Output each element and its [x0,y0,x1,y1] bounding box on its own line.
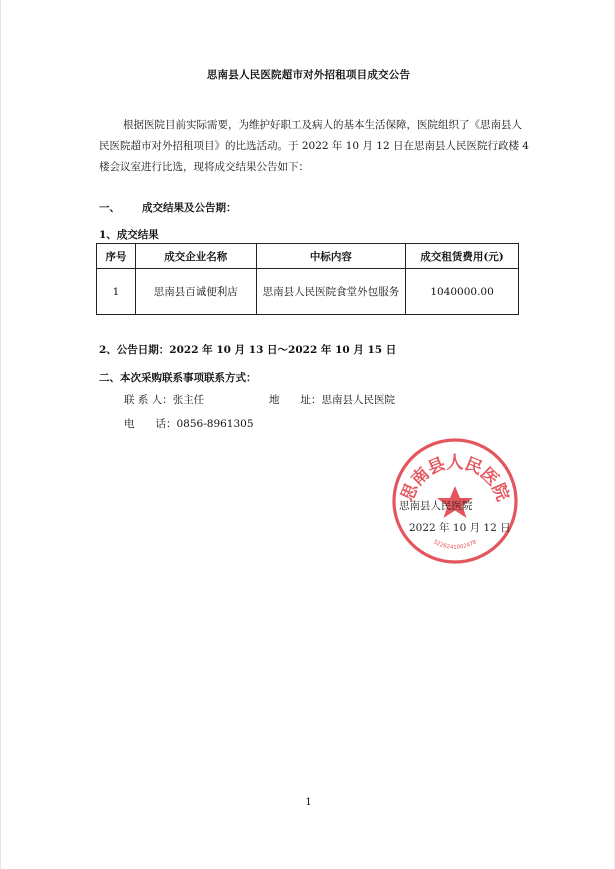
result-table [96,243,519,315]
subheading-announce-date: 2、公告日期：2022 年 10 月 13 日～2022 年 10 月 15 日 [99,344,397,356]
contact-phone-value: 0856-8961305 [176,418,254,430]
cell-no: 1 [97,269,136,315]
header-company: 成交企业名称 [135,244,256,269]
seal-text: 思南县人民医院 [397,453,513,505]
contact-address-label: 地 址： [269,394,322,406]
cell-company: 思南县百诚便利店 [135,269,256,315]
header-content: 中标内容 [256,244,406,269]
signature-date: 2022 年 10 月 12 日 [409,522,511,534]
page-number: 1 [305,797,312,808]
contact-person-label: 联 系 人： [124,394,173,406]
section-heading-2: 二、本次采购联系事项联系方式： [99,372,257,384]
page-title: 思南县人民医院超市对外招租项目成交公告 [206,69,411,81]
header-no: 序号 [97,244,136,269]
contact-address [269,392,395,407]
table-header-row [97,244,519,269]
contact-person [124,392,204,407]
cell-content: 思南县人民医院食堂外包服务 [256,269,406,315]
contact-address-value: 思南县人民医院 [321,394,395,406]
subheading-result: 1、成交结果 [99,229,159,241]
intro-text: 根据医院目前实际需要，为维护好职工及病人的基本生活保障，医院组织了《思南县人民医院超市对外招租项目》的比选活动。于 2022 年 10 月 12 日在思南县人民医院行政楼 4 楼会议室进行比选，现将成交结果公告如下： [99,119,529,173]
signature-org: 思南县人民医院 [399,500,473,512]
section-heading-1 [99,200,237,215]
contact-phone [124,416,254,431]
intro-paragraph [99,115,529,178]
table-row [97,269,519,315]
contact-phone-label: 电 话： [124,418,177,430]
section-1-number: 一、 [99,202,120,214]
contact-person-value: 张主任 [172,394,205,406]
section-1-title: 成交结果及公告期： [142,202,237,214]
seal-number: 5226241002478 [432,539,478,551]
header-fee: 成交租赁费用(元) [406,244,519,269]
cell-fee: 1040000.00 [406,269,519,315]
